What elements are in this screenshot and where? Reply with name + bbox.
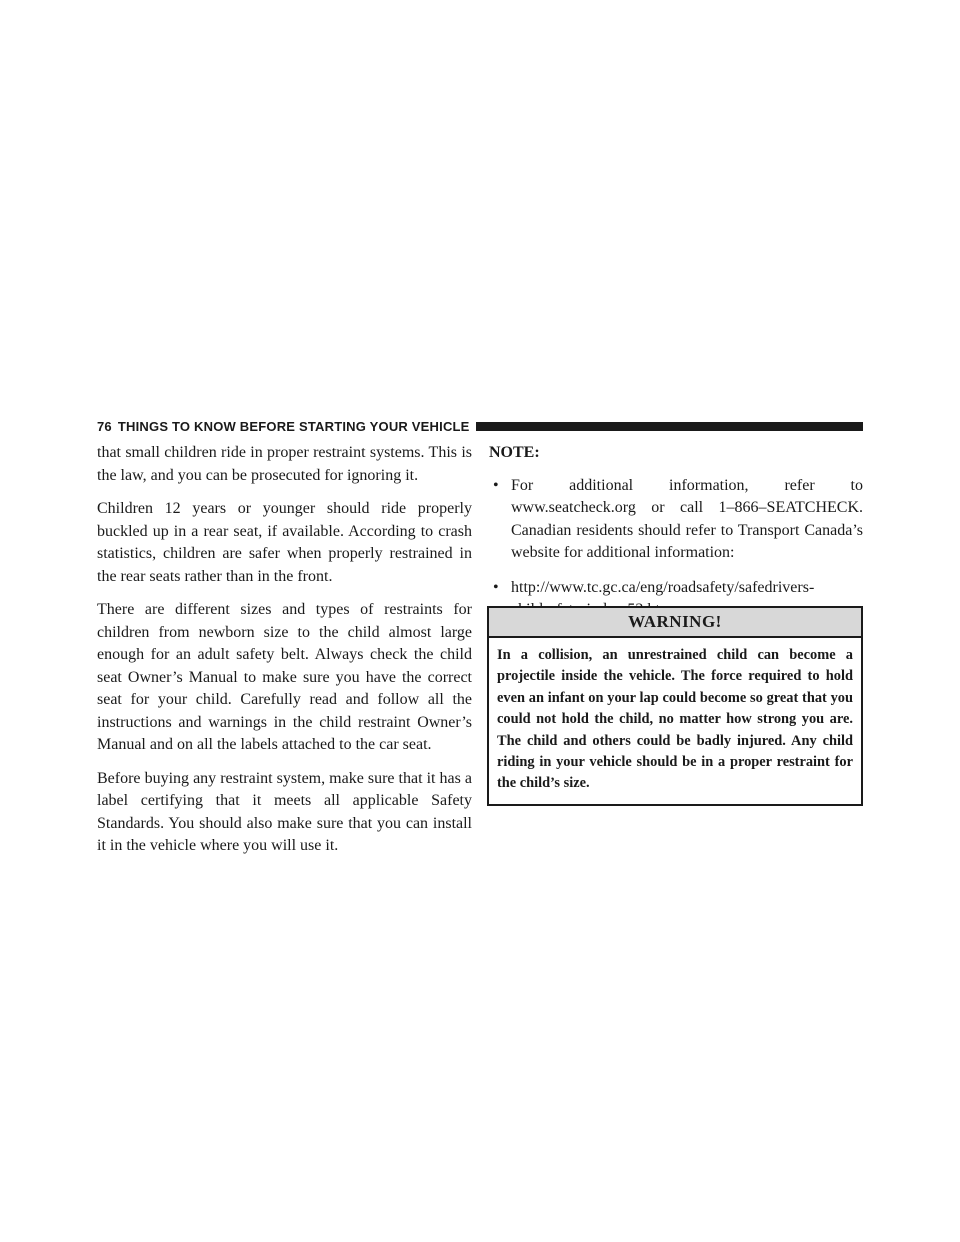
note-item-link: http://www.tc.gc.ca/eng/roadsafety/safedrivers- <box>511 578 815 596</box>
paragraph-restraint-law: that small children ride in proper restraint systems. This is the law, and you can be prosecuted for ignoring it. <box>97 444 472 484</box>
warning-title: WARNING! <box>489 608 861 638</box>
paragraph-restraint-types: There are different sizes and types of restraints for children from newborn size to the child almost large enough for an adult safety belt. Always check the child seat Owner’s Manual to make sure you have the correct seat for your child. Carefully read and follow all the instructions and warnings in the child restraint Owner’s Manual and on all the labels attached to the car seat. <box>97 601 472 753</box>
note-item-seatcheck <box>489 475 863 565</box>
warning-box <box>487 606 863 806</box>
note-label: NOTE: <box>489 444 540 461</box>
page-number: 76 <box>97 418 112 434</box>
note-list <box>489 475 863 622</box>
paragraph-buying-restraint: Before buying any restraint system, make sure that it has a label certifying that it meets all applicable Safety Standards. You should also make sure that you can install it in the vehicle where you will use it. <box>97 769 472 854</box>
bullet-icon: • <box>493 476 499 494</box>
note-item-text: For additional information, refer to www.seatcheck.org or call 1–866–SEATCHECK. Canadian residents should refer to Transport Canada’s website for additional information: <box>511 476 863 561</box>
header-rule <box>476 422 863 431</box>
paragraph-rear-seat: Children 12 years or younger should ride properly buckled up in a rear seat, if available. According to crash statistics, children are safer when properly restrained in the rear seats rather than in the front. <box>97 500 472 585</box>
left-column <box>97 442 472 869</box>
bullet-icon: • <box>493 578 499 596</box>
section-title: THINGS TO KNOW BEFORE STARTING YOUR VEHICLE <box>117 418 470 434</box>
warning-text: In a collision, an unrestrained child can become a projectile inside the vehicle. The force required to hold even an infant on your lap could become so great that you could not hold the child, no matter how strong you are. The child and others could be badly injured. Any child riding in your vehicle should be in a proper restraint for the child’s size. <box>497 647 853 792</box>
right-column <box>489 442 863 634</box>
page-header <box>97 415 863 437</box>
